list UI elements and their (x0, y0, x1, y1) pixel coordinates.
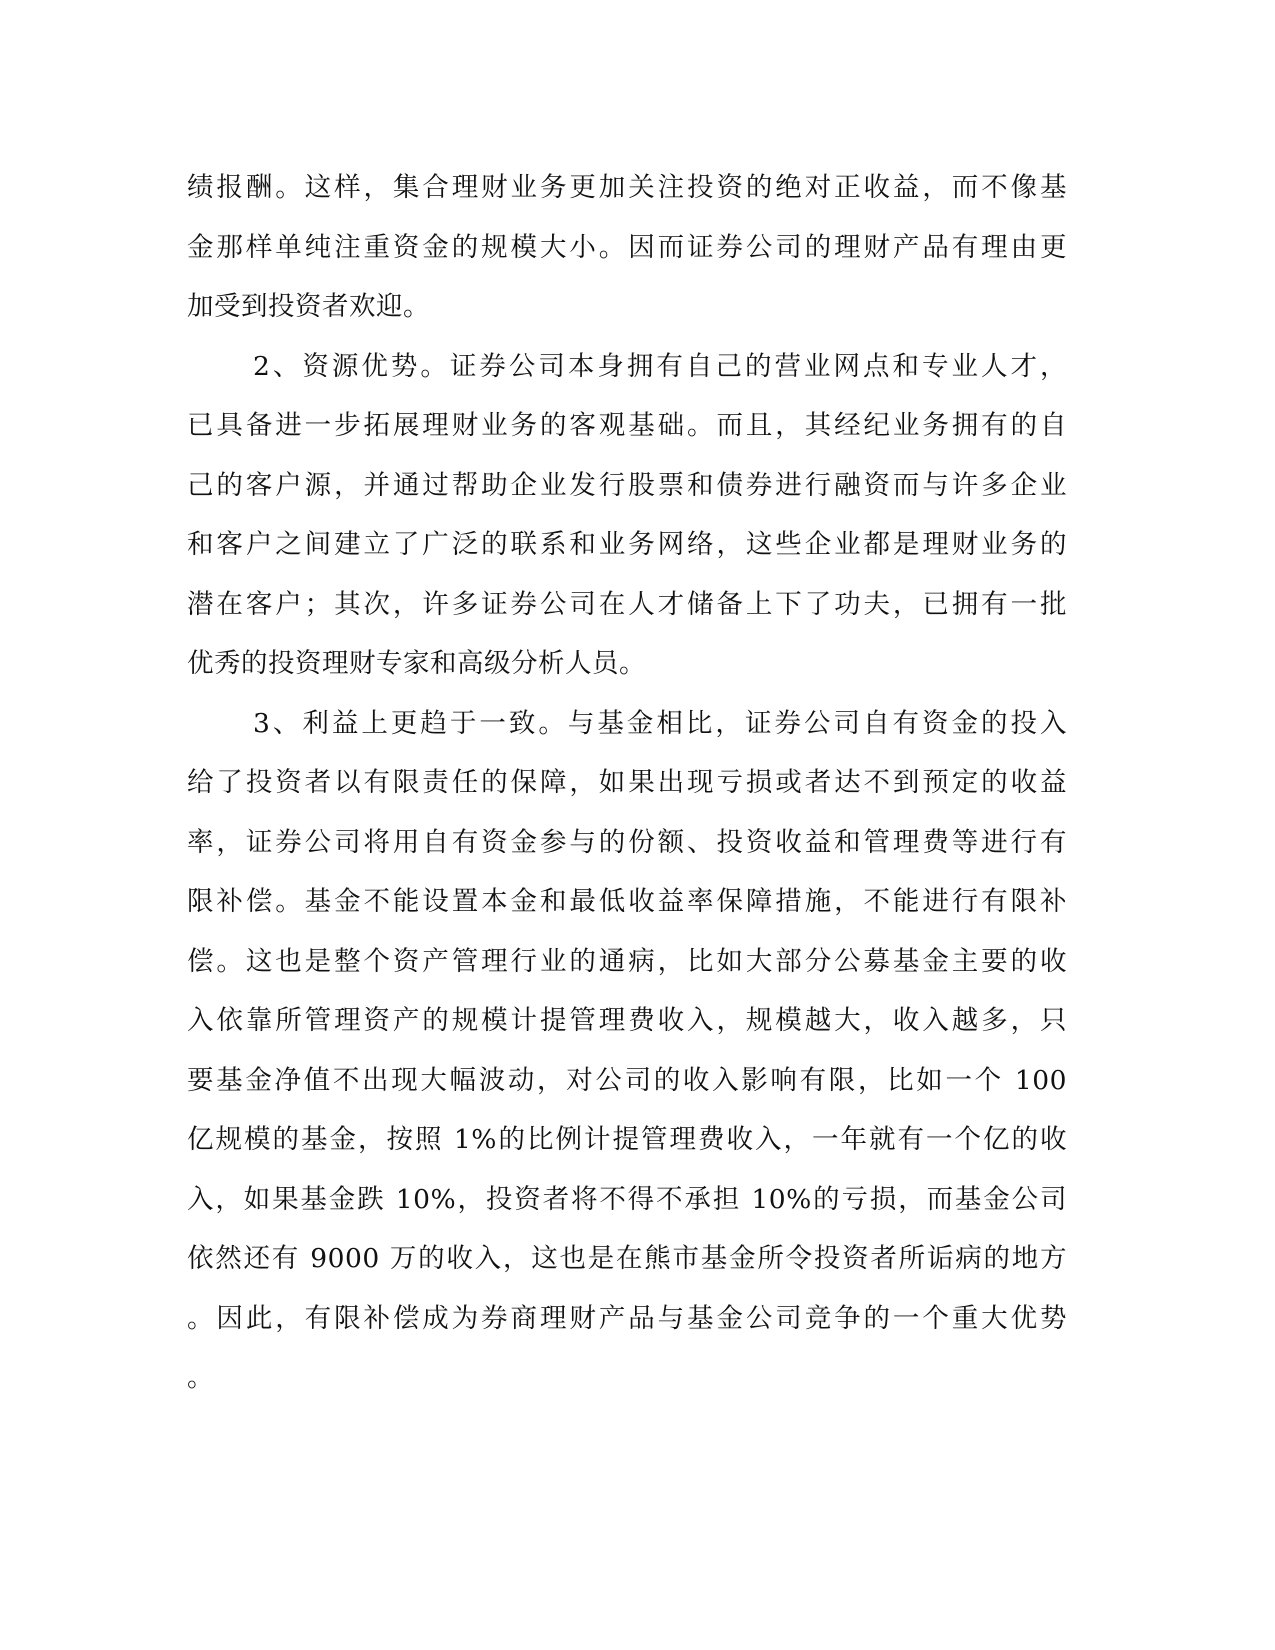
text-line: 给了投资者以有限责任的保障，如果出现亏损或者达不到预定的收益 (187, 767, 1067, 798)
text-line: 和客户之间建立了广泛的联系和业务网络，这些企业都是理财业务的 (187, 529, 1067, 560)
text-line: 金那样单纯注重资金的规模大小。因而证券公司的理财产品有理由更 (187, 231, 1067, 263)
text-line: 入依靠所管理资产的规模计提管理费收入，规模越大，收入越多，只 (187, 1005, 1067, 1036)
text-line: 。因此，有限补偿成为券商理财产品与基金公司竞争的一个重大优势 (187, 1302, 1067, 1334)
text-line: 入，如果基金跌 10%，投资者将不得不承担 10%的亏损，而基金公司 (187, 1183, 1067, 1215)
text-line: 己的客户源，并通过帮助企业发行股票和债券进行融资而与许多企业 (187, 469, 1067, 501)
text-line: 已具备进一步拓展理财业务的客观基础。而且，其经纪业务拥有的自 (187, 410, 1067, 441)
text-line: 2、资源优势。证券公司本身拥有自己的营业网点和专业人才， (253, 350, 1067, 382)
text-line: 限补偿。基金不能设置本金和最低收益率保障措施，不能进行有限补 (187, 886, 1067, 917)
text-line: 依然还有 9000 万的收入，这也是在熊市基金所令投资者所诟病的地方 (187, 1243, 1067, 1274)
document-body (187, 158, 1067, 1408)
text-line: 潜在客户；其次，许多证券公司在人才储备上下了功夫，已拥有一批 (187, 588, 1067, 620)
text-line: 绩报酬。这样，集合理财业务更加关注投资的绝对正收益，而不像基 (187, 172, 1067, 203)
text-line: 亿规模的基金，按照 1%的比例计提管理费收入，一年就有一个亿的收 (187, 1124, 1067, 1155)
text-line: 3、利益上更趋于一致。与基金相比，证券公司自有资金的投入 (253, 707, 1067, 739)
text-line: 加受到投资者欢迎。 (187, 291, 430, 322)
text-line: 率，证券公司将用自有资金参与的份额、投资收益和管理费等进行有 (187, 826, 1067, 858)
text-line: 优秀的投资理财专家和高级分析人员。 (187, 648, 646, 679)
text-line: 要基金净值不出现大幅波动，对公司的收入影响有限，比如一个 100 (187, 1064, 1067, 1096)
text-line: 偿。这也是整个资产管理行业的通病，比如大部分公募基金主要的收 (187, 945, 1067, 977)
text-line: 。 (187, 1362, 214, 1393)
